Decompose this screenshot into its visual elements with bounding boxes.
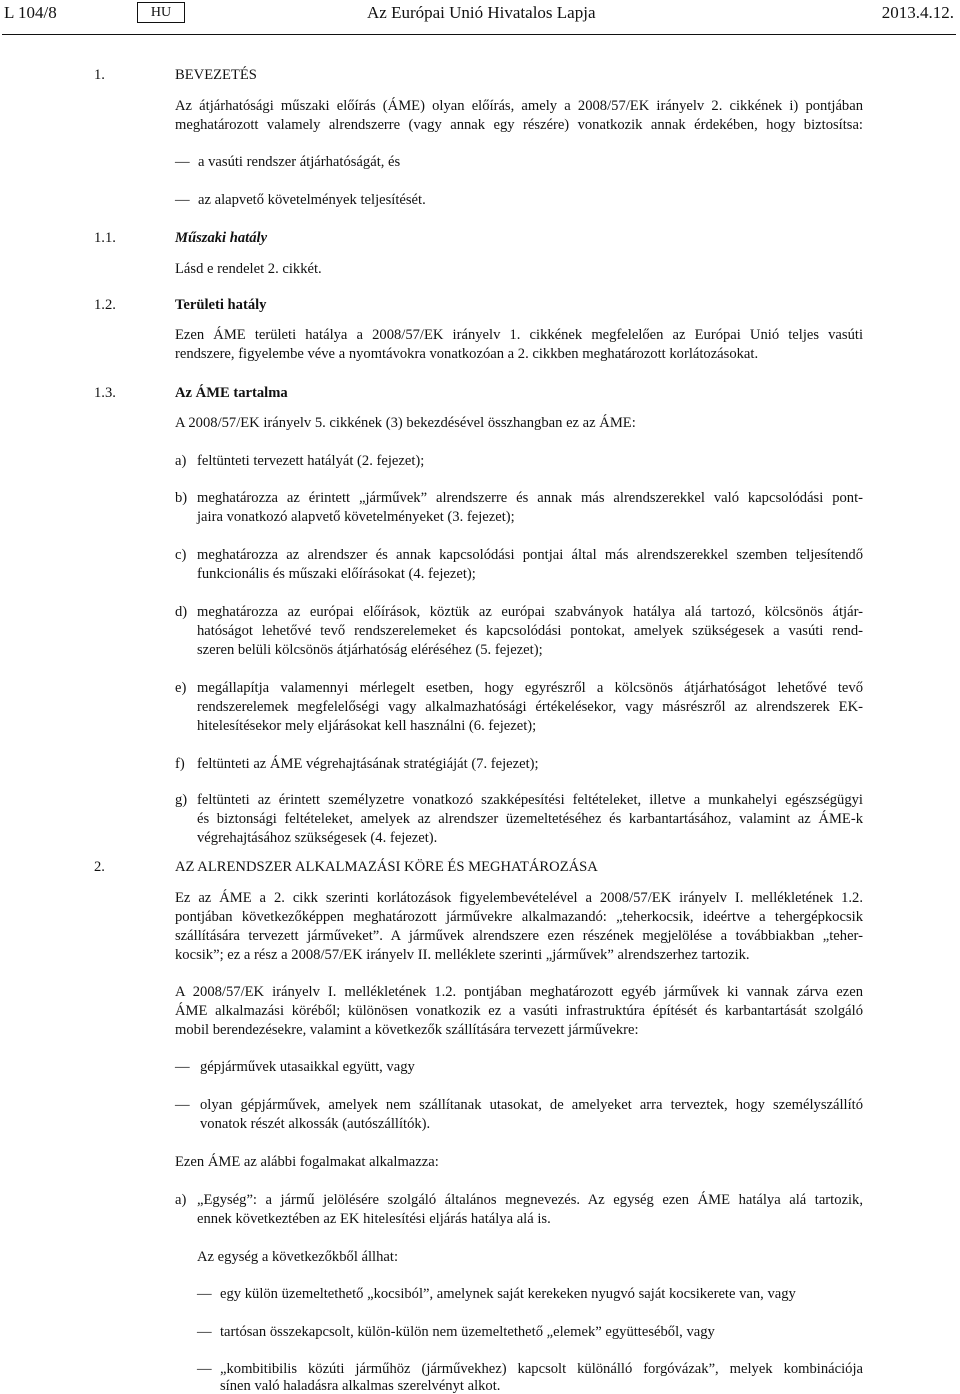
section-1-2-title: Területi hatály bbox=[175, 297, 267, 313]
section-2-bullet-1: gépjárművek utasaikkal együtt, vagy bbox=[200, 1059, 415, 1075]
unit-bullet-3-line-2: sínen való haladásra alkalmas szerelvényt alkot. bbox=[220, 1378, 501, 1394]
page-reference: L 104/8 bbox=[4, 3, 57, 22]
definition-label-a: a) bbox=[175, 1192, 187, 1208]
journal-title: Az Európai Unió Hivatalos Lapja bbox=[367, 3, 596, 22]
section-1-intro-line-1: Az átjárhatósági műszaki előírás (ÁME) olyan előírás, amely a 2008/57/EK irányelv 2. cikkének i) pontjában bbox=[175, 98, 863, 114]
item-label-a: a) bbox=[175, 453, 187, 469]
item-c-line-1: meghatározza az alrendszer és annak kapcsolódási pontjai által más alrendszerekkel szemben teljesítendő bbox=[197, 547, 863, 563]
section-2-p1-line-1: Ez az ÁME a 2. cikk szerinti korlátozások figyelembevételével a 2008/57/EK irányelv I. mellékletének 1.2. bbox=[175, 890, 863, 906]
section-1-3-title: Az ÁME tartalma bbox=[175, 385, 288, 401]
item-c-line-2: funkcionális és műszaki előírásokat (4. fejezet); bbox=[197, 566, 476, 582]
item-d-line-3: szeren belüli kölcsönös átjárhatóság eléréséhez (5. fejezet); bbox=[197, 642, 543, 658]
unit-bullet-2: tartósan összekapcsolt, külön-külön nem üzemeltethető „elemek” együtteséből, vagy bbox=[220, 1324, 715, 1340]
section-2-bullet-2-line-1: olyan gépjárművek, amelyek nem szállítanak utasokat, de amelyeket arra terveztek, hogy személyszállító bbox=[200, 1097, 863, 1113]
dash-bullet: — bbox=[197, 1324, 212, 1340]
section-1-2-line-1: Ezen ÁME területi hatálya a 2008/57/EK irányelv 1. cikkének megfelelően az Európai Unió teljes vasúti bbox=[175, 327, 863, 343]
item-label-b: b) bbox=[175, 490, 188, 506]
dash-bullet: — bbox=[175, 154, 190, 170]
section-2-title: AZ ALRENDSZER ALKALMAZÁSI KÖRE ÉS MEGHATÁROZÁSA bbox=[175, 859, 598, 875]
section-1-1-text: Lásd e rendelet 2. cikkét. bbox=[175, 261, 322, 277]
section-1-3-number: 1.3. bbox=[94, 385, 116, 401]
section-1-bullet-1: a vasúti rendszer átjárhatóságát, és bbox=[198, 154, 401, 170]
item-d-line-1: meghatározza az európai előírások, köztük az európai szabványok hatálya alá tartozó, kölcsönös átjár- bbox=[197, 604, 863, 620]
item-f-line-1: feltünteti az ÁME végrehajtásának stratégiáját (7. fejezet); bbox=[197, 756, 539, 772]
item-label-g: g) bbox=[175, 792, 188, 808]
item-e-line-1: megállapítja valamennyi mérlegelt esetben, hogy egyrészről a kölcsönös átjárhatóságot lehetővé tevő bbox=[197, 680, 863, 696]
section-1-1-number: 1.1. bbox=[94, 230, 116, 246]
section-1-bullet-2: az alapvető követelmények teljesítését. bbox=[198, 192, 426, 208]
header-rule bbox=[2, 34, 956, 35]
dash-bullet: — bbox=[197, 1286, 212, 1302]
section-2-p1-line-2: pontjában következőképpen meghatározott járművekre alkalmazandó: „teherkocsik, ideértve a tehergépkocsik bbox=[175, 909, 863, 925]
section-1-title: BEVEZETÉS bbox=[175, 67, 257, 83]
section-2-bullet-2-line-2: vonatok részét alkossák (autószállítók). bbox=[200, 1116, 431, 1132]
item-label-c: c) bbox=[175, 547, 187, 563]
unit-bullet-3-line-1: „kombitibilis közúti járműhöz (járművekhez) kapcsolt különálló forgóvázak”, melyek kombinációja bbox=[220, 1361, 863, 1377]
section-2-number: 2. bbox=[94, 859, 105, 875]
definition-a-line-1: „Egység”: a jármű jelölésére szolgáló általános megnevezés. Az egység ezen ÁME hatálya alá tartozik, bbox=[197, 1192, 863, 1208]
definition-a-subtitle: Az egység a következőkből állhat: bbox=[197, 1249, 398, 1265]
section-1-number: 1. bbox=[94, 67, 105, 83]
unit-bullet-1: egy külön üzemeltethető „kocsiból”, amelynek saját kerekeken nyugvó saját kocsikerete van, vagy bbox=[220, 1286, 796, 1302]
dash-bullet: — bbox=[197, 1361, 212, 1377]
item-d-line-2: hatóságot lehetővé tevő rendszerelemeket és kapcsolódási pontokat, amelyek szükségesek a vasúti rend- bbox=[197, 623, 863, 639]
item-b-line-1: meghatározza az érintett „járművek” alrendszerre és annak más alrendszerekkel való kapcsolódási pont- bbox=[197, 490, 863, 506]
section-1-3-intro: A 2008/57/EK irányelv 5. cikkének (3) bekezdésével összhangban ez az ÁME: bbox=[175, 415, 636, 431]
publication-date: 2013.4.12. bbox=[881, 3, 954, 22]
section-2-p2-line-1: A 2008/57/EK irányelv I. mellékletének 1.2. pontjában meghatározott egyéb járművek ki vannak zárva ezen bbox=[175, 984, 863, 1000]
section-1-2-line-2: rendszere, figyelembe véve a nyomtávokra vonatkozóan a 2. cikkben meghatározott korlátozásokat. bbox=[175, 346, 759, 362]
item-e-line-3: hitelesítésekor mely eljárásokat kell használni (6. fejezet); bbox=[197, 718, 537, 734]
item-label-f: f) bbox=[175, 756, 185, 772]
item-label-d: d) bbox=[175, 604, 188, 620]
section-2-p1-line-3: szállítására tervezett járműveket”. A járművek alrendszere ezen részének megjelölése a továbbiakban „teher- bbox=[175, 928, 863, 944]
item-a-line-1: feltünteti tervezett hatályát (2. fejezet); bbox=[197, 453, 425, 469]
section-1-intro-line-2: meghatározott valamely alrendszerre (vagy annak egy részére) vonatkozik annak érdekében, hogy biztosítsa: bbox=[175, 117, 863, 133]
section-1-2-number: 1.2. bbox=[94, 297, 116, 313]
section-2-p3: Ezen ÁME az alábbi fogalmakat alkalmazza: bbox=[175, 1154, 439, 1170]
section-2-p2-line-2: ÁME alkalmazási köréből; különösen vonatkozik ez a vasúti infrastruktúra építését és karbantartását szolgáló bbox=[175, 1003, 863, 1019]
page-header bbox=[4, 2, 954, 24]
dash-bullet: — bbox=[175, 1059, 190, 1075]
section-1-1-title: Műszaki hatály bbox=[175, 230, 268, 246]
item-g-line-1: feltünteti az érintett személyzetre vonatkozó szakképesítési feltételeket, illetve a munkahelyi egészségügyi bbox=[197, 792, 863, 808]
item-label-e: e) bbox=[175, 680, 187, 696]
language-badge: HU bbox=[137, 2, 185, 23]
item-b-line-2: jaira vonatkozó alapvető követelményeket (3. fejezet); bbox=[197, 509, 515, 525]
item-e-line-2: rendszerelemek megfelelőségi vagy alkalmazhatósági értékelésekor, vagy másrészről az alrendszerek EK- bbox=[197, 699, 863, 715]
section-2-p2-line-3: mobil berendezésekre, valamint a következők szállítására tervezett járművekre: bbox=[175, 1022, 639, 1038]
definition-a-line-2: ennek következtében az EK hitelesítési eljárás hatálya alá is. bbox=[197, 1211, 551, 1227]
dash-bullet: — bbox=[175, 192, 190, 208]
section-2-p1-line-4: kocsik”; ez a rész a 2008/57/EK irányelv II. melléklete szerinti „járművek” alrendszerhez tartozik. bbox=[175, 947, 750, 963]
item-g-line-2: és biztonsági feltételeket, amelyek az alrendszer üzemeltetéséhez és karbantartásához, valamint az ÁME-k bbox=[197, 811, 863, 827]
item-g-line-3: végrehajtásához szükségesek (4. fejezet). bbox=[197, 830, 438, 846]
dash-bullet: — bbox=[175, 1097, 190, 1113]
